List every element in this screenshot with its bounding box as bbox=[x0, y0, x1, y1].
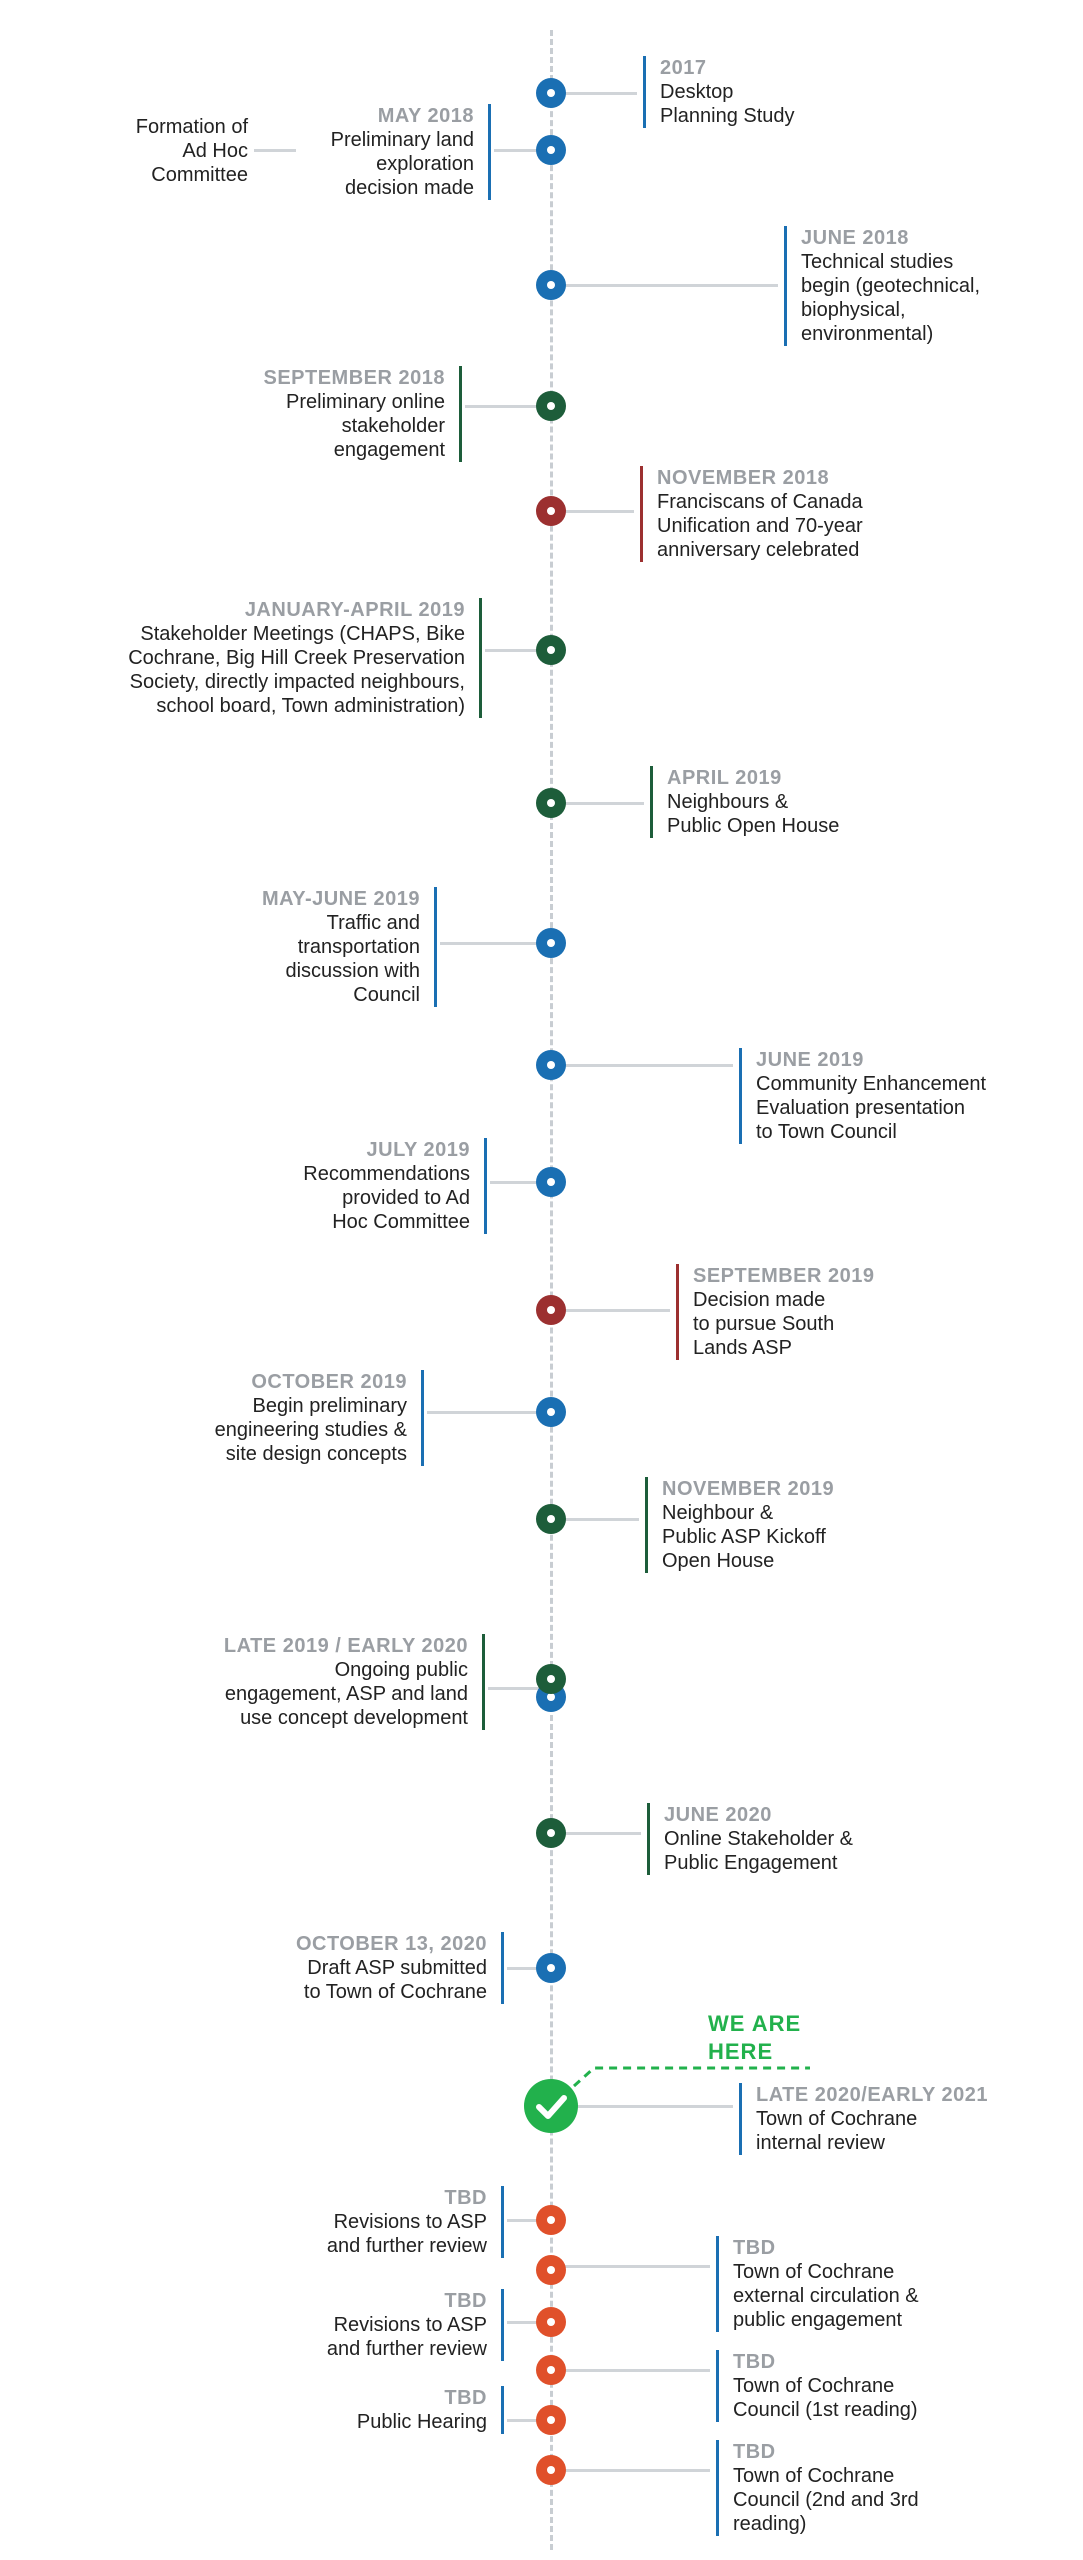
event-date: SEPTEMBER 2019 bbox=[693, 1265, 875, 1287]
event-description: Decision made to pursue South Lands ASP bbox=[693, 1289, 835, 1359]
event-description: Public Hearing bbox=[356, 2411, 487, 2433]
event-date: 2017 bbox=[660, 57, 707, 79]
event-date: JUNE 2019 bbox=[756, 1049, 864, 1071]
we-are-here-label: WE ARE HERE bbox=[708, 2011, 802, 2064]
event-date: JUNE 2018 bbox=[801, 227, 909, 249]
event-description: Community Enhancement Evaluation presentation to Town Council bbox=[756, 1073, 987, 1143]
event-description: Neighbour & Public ASP Kickoff Open House bbox=[662, 1502, 826, 1572]
event-date: TBD bbox=[733, 2351, 776, 2373]
event-description: Draft ASP submitted to Town of Cochrane bbox=[303, 1957, 487, 2003]
event-description: Revisions to ASP and further review bbox=[326, 2211, 487, 2257]
event-description: Online Stakeholder & Public Engagement bbox=[664, 1828, 854, 1874]
event-description: Franciscans of Canada Unification and 70-year anniversary celebrated bbox=[657, 491, 863, 561]
event-description: Neighbours & Public Open House bbox=[667, 791, 840, 837]
event-description: Desktop Planning Study bbox=[660, 81, 795, 127]
event-date: SEPTEMBER 2018 bbox=[263, 367, 445, 389]
event-date: NOVEMBER 2019 bbox=[662, 1478, 835, 1500]
event-date: JANUARY-APRIL 2019 bbox=[244, 599, 465, 621]
event-description: Town of Cochrane external circulation & public engagement bbox=[733, 2261, 919, 2331]
event-description: Town of Cochrane Council (2nd and 3rd reading) bbox=[733, 2465, 919, 2535]
event-date: JULY 2019 bbox=[366, 1139, 470, 1161]
event-date: OCTOBER 13, 2020 bbox=[295, 1933, 487, 1955]
event-description: Begin preliminary engineering studies & site design concepts bbox=[214, 1395, 407, 1465]
event-date: TBD bbox=[733, 2441, 776, 2463]
event-date: APRIL 2019 bbox=[667, 767, 782, 789]
event-date: JUNE 2020 bbox=[664, 1804, 772, 1826]
event-date: TBD bbox=[733, 2237, 776, 2259]
side-note-ad-hoc-committee: Formation of Ad Hoc Committee bbox=[135, 116, 248, 186]
event-date: MAY-JUNE 2019 bbox=[261, 888, 420, 910]
event-date: TBD bbox=[444, 2187, 487, 2209]
event-date: NOVEMBER 2018 bbox=[657, 467, 830, 489]
event-date: MAY 2018 bbox=[377, 105, 474, 127]
event-date: LATE 2020/EARLY 2021 bbox=[756, 2084, 988, 2106]
event-date: TBD bbox=[444, 2290, 487, 2312]
event-description: Recommendations provided to Ad Hoc Committee bbox=[303, 1163, 470, 1233]
event-description: Town of Cochrane Council (1st reading) bbox=[733, 2375, 918, 2421]
event-description: Ongoing public engagement, ASP and land use concept development bbox=[224, 1659, 468, 1729]
event-description: Town of Cochrane internal review bbox=[756, 2108, 918, 2154]
event-date: OCTOBER 2019 bbox=[251, 1371, 407, 1393]
event-description: Preliminary online stakeholder engagement bbox=[286, 391, 445, 461]
event-description: Stakeholder Meetings (CHAPS, Bike Cochrane, Big Hill Creek Preservation Society, directly impacted neighbours, school board, Town administration) bbox=[128, 623, 465, 717]
event-date: LATE 2019 / EARLY 2020 bbox=[223, 1635, 468, 1657]
event-date: TBD bbox=[444, 2387, 487, 2409]
event-description: Traffic and transportation discussion with Council bbox=[285, 912, 420, 1006]
event-description: Technical studies begin (geotechnical, biophysical, environmental) bbox=[801, 251, 981, 345]
event-description: Revisions to ASP and further review bbox=[326, 2314, 487, 2360]
event-description: Preliminary land exploration decision made bbox=[330, 129, 474, 199]
